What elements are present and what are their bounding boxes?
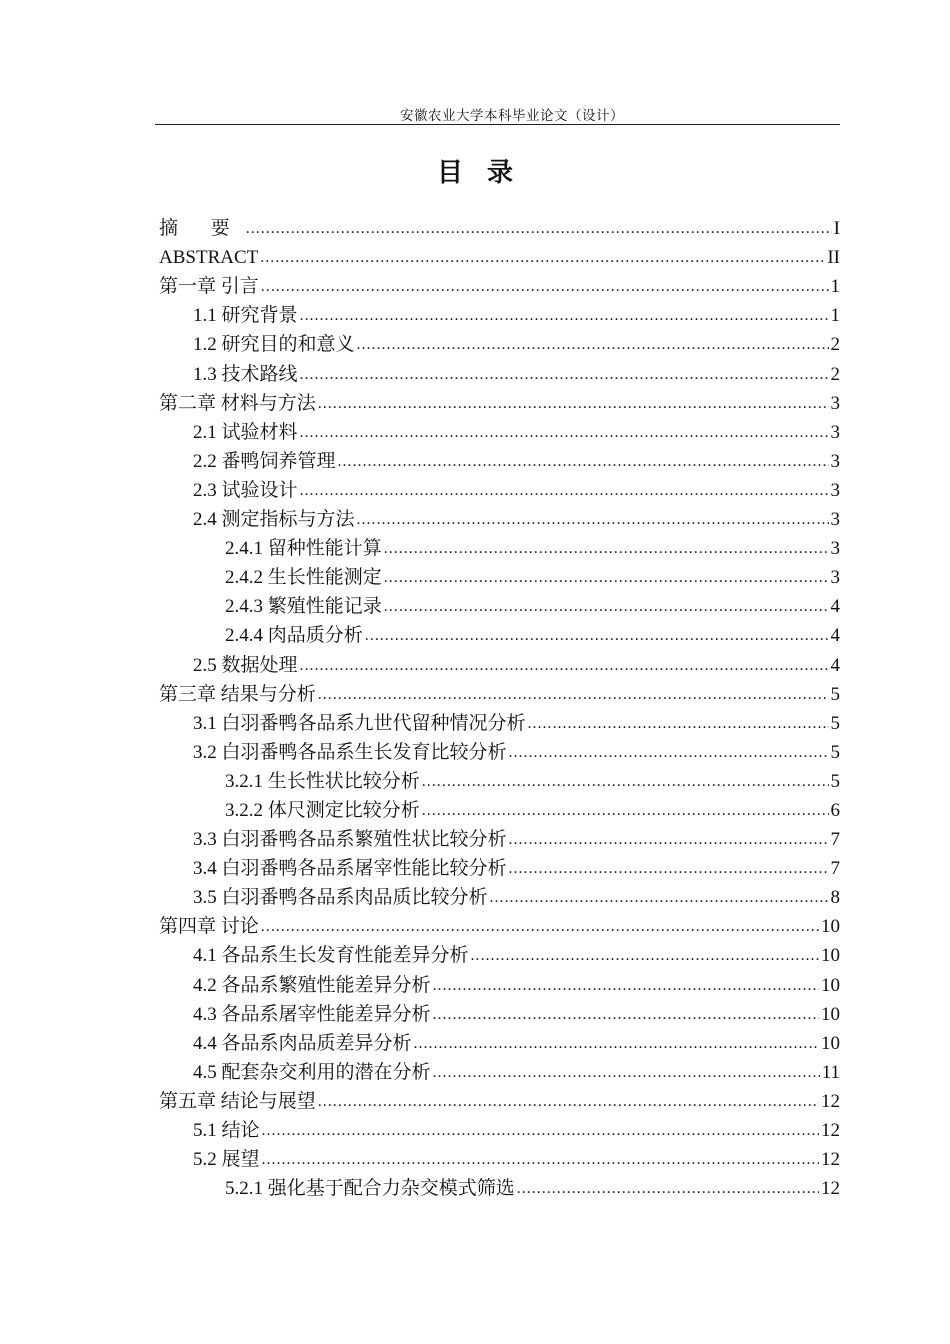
toc-entry-label: 2.4 测定指标与方法 bbox=[193, 509, 355, 531]
toc-entry-page: 10 bbox=[821, 1032, 840, 1054]
toc-entry-label: 2.4.2 生长性能测定 bbox=[225, 567, 382, 589]
toc-entry-page: I bbox=[833, 218, 840, 240]
toc-entry-label: 摘 要 bbox=[159, 218, 244, 240]
toc-entry-label: 1.2 研究目的和意义 bbox=[193, 334, 355, 356]
toc-leader-dots bbox=[300, 367, 829, 383]
toc-entry[interactable] bbox=[159, 209, 840, 238]
toc-entry-label: 第四章 讨论 bbox=[159, 916, 259, 938]
toc-entry-page: 8 bbox=[830, 887, 840, 909]
toc-leader-dots bbox=[490, 890, 829, 906]
toc-entry-page: 12 bbox=[821, 1120, 840, 1141]
toc-entry-page: 4 bbox=[830, 625, 840, 647]
toc-leader-dots bbox=[384, 570, 829, 586]
toc-entry[interactable] bbox=[159, 238, 840, 267]
toc-entry[interactable] bbox=[159, 1082, 840, 1111]
toc-entry-label: 2.2 番鸭饲养管理 bbox=[193, 450, 336, 472]
toc-entry[interactable] bbox=[159, 296, 840, 325]
toc-entry-label: 5.2 展望 bbox=[193, 1149, 260, 1171]
toc-entry-page: 4 bbox=[830, 654, 840, 676]
toc-entry-page: 3 bbox=[830, 421, 840, 443]
toc-entry-label: 3.2 白羽番鸭各品系生长发育比较分析 bbox=[193, 741, 507, 763]
toc-entry-page: 3 bbox=[830, 509, 840, 531]
toc-entry[interactable] bbox=[159, 645, 840, 674]
toc-entry-label: 4.4 各品系肉品质差异分析 bbox=[193, 1032, 412, 1054]
toc-entry[interactable] bbox=[159, 325, 840, 354]
toc-entry[interactable] bbox=[159, 675, 840, 704]
toc-entry[interactable] bbox=[159, 849, 840, 878]
toc-leader-dots bbox=[471, 948, 819, 964]
toc-entry-label: 2.1 试验材料 bbox=[193, 421, 298, 443]
toc-leader-dots bbox=[517, 1181, 819, 1197]
toc-entry-page: 5 bbox=[830, 712, 840, 734]
toc-entry-label: 3.4 白羽番鸭各品系屠宰性能比较分析 bbox=[193, 858, 507, 880]
toc-entry[interactable] bbox=[159, 354, 840, 383]
toc-entry-page: 12 bbox=[821, 1090, 840, 1112]
toc-entry-page: 1 bbox=[830, 276, 840, 298]
toc-leader-dots bbox=[318, 396, 829, 412]
toc-leader-dots bbox=[261, 279, 829, 295]
toc-entry-label: 2.4.4 肉品质分析 bbox=[225, 625, 363, 647]
toc-leader-dots bbox=[338, 454, 829, 470]
toc-leader-dots bbox=[318, 1094, 819, 1110]
toc-leader-dots bbox=[318, 687, 829, 703]
toc-leader-dots bbox=[262, 1123, 819, 1139]
toc-entry[interactable] bbox=[159, 791, 840, 820]
toc-leader-dots bbox=[509, 832, 829, 848]
toc-entry[interactable] bbox=[159, 1024, 840, 1053]
toc-entry-label: 4.5 配套杂交利用的潜在分析 bbox=[193, 1061, 431, 1083]
toc-entry-label: 5.1 结论 bbox=[193, 1120, 260, 1141]
toc-leader-dots bbox=[300, 658, 829, 674]
toc-entry-label: 4.2 各品系繁殖性能差异分析 bbox=[193, 974, 431, 996]
toc-entry-page: 10 bbox=[821, 916, 840, 938]
toc-entry-label: 3.1 白羽番鸭各品系九世代留种情况分析 bbox=[193, 712, 526, 734]
toc-entry-label: 3.3 白羽番鸭各品系繁殖性状比较分析 bbox=[193, 829, 507, 851]
toc-leader-dots bbox=[414, 1036, 819, 1052]
toc-leader-dots bbox=[300, 483, 829, 499]
toc-entry-label: 第三章 结果与分析 bbox=[159, 683, 316, 705]
toc-entry[interactable] bbox=[159, 820, 840, 849]
toc-leader-dots bbox=[509, 861, 829, 877]
toc-entry-label: 5.2.1 强化基于配合力杂交模式筛选 bbox=[225, 1178, 515, 1200]
toc-entry-page: 4 bbox=[830, 596, 840, 618]
toc-entry[interactable] bbox=[159, 558, 840, 587]
toc-entry-page: 12 bbox=[821, 1149, 840, 1171]
toc-entry-label: 1.1 研究背景 bbox=[193, 305, 298, 327]
toc-entry[interactable] bbox=[159, 529, 840, 558]
toc-entry-label: 2.5 数据处理 bbox=[193, 654, 298, 676]
toc-entry-page: 3 bbox=[830, 450, 840, 472]
toc-entry[interactable] bbox=[159, 878, 840, 907]
toc-entry[interactable] bbox=[159, 1169, 840, 1198]
toc-entry-label: 1.3 技术路线 bbox=[193, 363, 298, 385]
toc-title: 目录 bbox=[436, 158, 537, 187]
toc-entry[interactable] bbox=[159, 500, 840, 529]
header-rule bbox=[155, 124, 840, 125]
toc-entry-label: 第五章 结论与展望 bbox=[159, 1090, 316, 1112]
toc-leader-dots bbox=[422, 803, 829, 819]
toc-entry-page: 2 bbox=[830, 363, 840, 385]
toc-entry-label: 第二章 材料与方法 bbox=[159, 392, 316, 414]
toc-entry[interactable] bbox=[159, 733, 840, 762]
toc-leader-dots bbox=[260, 250, 825, 266]
toc-entry[interactable] bbox=[159, 1111, 840, 1140]
toc-entry-page: 6 bbox=[830, 799, 840, 821]
toc-leader-dots bbox=[262, 1152, 819, 1168]
toc-leader-dots bbox=[357, 512, 829, 528]
toc-entry[interactable] bbox=[159, 413, 840, 442]
toc-entry[interactable] bbox=[159, 936, 840, 965]
toc-leader-dots bbox=[433, 1065, 820, 1081]
toc-leader-dots bbox=[384, 599, 829, 615]
toc-entry-page: 5 bbox=[830, 683, 840, 705]
toc-entry-label: 2.4.3 繁殖性能记录 bbox=[225, 596, 382, 618]
toc-entry-page: 12 bbox=[821, 1178, 840, 1200]
toc-entry-page: 10 bbox=[821, 974, 840, 996]
toc-leader-dots bbox=[300, 308, 829, 324]
toc-entry[interactable] bbox=[159, 442, 840, 471]
toc-leader-dots bbox=[422, 774, 829, 790]
toc-entry-page: 5 bbox=[830, 770, 840, 792]
toc-leader-dots bbox=[357, 337, 829, 353]
toc-entry-page: 1 bbox=[830, 305, 840, 327]
toc-entry-page: 7 bbox=[830, 858, 840, 880]
toc-entry[interactable] bbox=[159, 616, 840, 645]
toc-entry-page: 3 bbox=[830, 567, 840, 589]
toc-leader-dots bbox=[300, 425, 829, 441]
toc-entry-page: 11 bbox=[821, 1061, 840, 1083]
toc-leader-dots bbox=[433, 978, 819, 994]
toc-leader-dots bbox=[365, 628, 829, 644]
toc-entry-label: 4.3 各品系屠宰性能差异分析 bbox=[193, 1003, 431, 1025]
toc-entry[interactable] bbox=[159, 907, 840, 936]
toc-entry-page: 3 bbox=[830, 479, 840, 501]
toc-entry-page: 3 bbox=[830, 392, 840, 414]
toc-entry-page: 5 bbox=[830, 741, 840, 763]
toc-leader-dots bbox=[528, 716, 829, 732]
toc-entry[interactable] bbox=[159, 762, 840, 791]
toc-entry[interactable] bbox=[159, 1053, 840, 1082]
toc-entry[interactable] bbox=[159, 471, 840, 500]
toc-leader-dots bbox=[384, 541, 829, 557]
toc-leader-dots bbox=[261, 919, 819, 935]
toc-entry-label: 3.2.1 生长性状比较分析 bbox=[225, 770, 420, 792]
toc-entry-page: 10 bbox=[821, 1003, 840, 1025]
toc-entry[interactable] bbox=[159, 384, 840, 413]
toc-leader-dots bbox=[246, 221, 832, 237]
toc-entry-label: 3.2.2 体尺测定比较分析 bbox=[225, 799, 420, 821]
toc-entry[interactable] bbox=[159, 965, 840, 994]
running-header: 安徽农业大学本科毕业论文（设计） bbox=[400, 108, 624, 123]
toc-entry[interactable] bbox=[159, 1140, 840, 1169]
toc-entry[interactable] bbox=[159, 267, 840, 296]
toc-leader-dots bbox=[509, 745, 829, 761]
toc-entry-page: 7 bbox=[830, 829, 840, 851]
toc-entry-label: 2.4.1 留种性能计算 bbox=[225, 538, 382, 560]
toc-list bbox=[159, 209, 840, 1198]
toc-entry-page: 2 bbox=[830, 334, 840, 356]
toc-entry[interactable] bbox=[159, 704, 840, 733]
toc-leader-dots bbox=[433, 1007, 819, 1023]
toc-entry-page: II bbox=[827, 247, 840, 269]
toc-entry[interactable] bbox=[159, 587, 840, 616]
toc-entry[interactable] bbox=[159, 995, 840, 1024]
toc-entry-page: 3 bbox=[830, 538, 840, 560]
toc-entry-page: 10 bbox=[821, 945, 840, 967]
toc-entry-label: 第一章 引言 bbox=[159, 276, 259, 298]
toc-entry-label: 2.3 试验设计 bbox=[193, 479, 298, 501]
toc-entry-label: 4.1 各品系生长发育性能差异分析 bbox=[193, 945, 469, 967]
toc-entry-label: 3.5 白羽番鸭各品系肉品质比较分析 bbox=[193, 887, 488, 909]
toc-entry-label: ABSTRACT bbox=[159, 247, 259, 269]
